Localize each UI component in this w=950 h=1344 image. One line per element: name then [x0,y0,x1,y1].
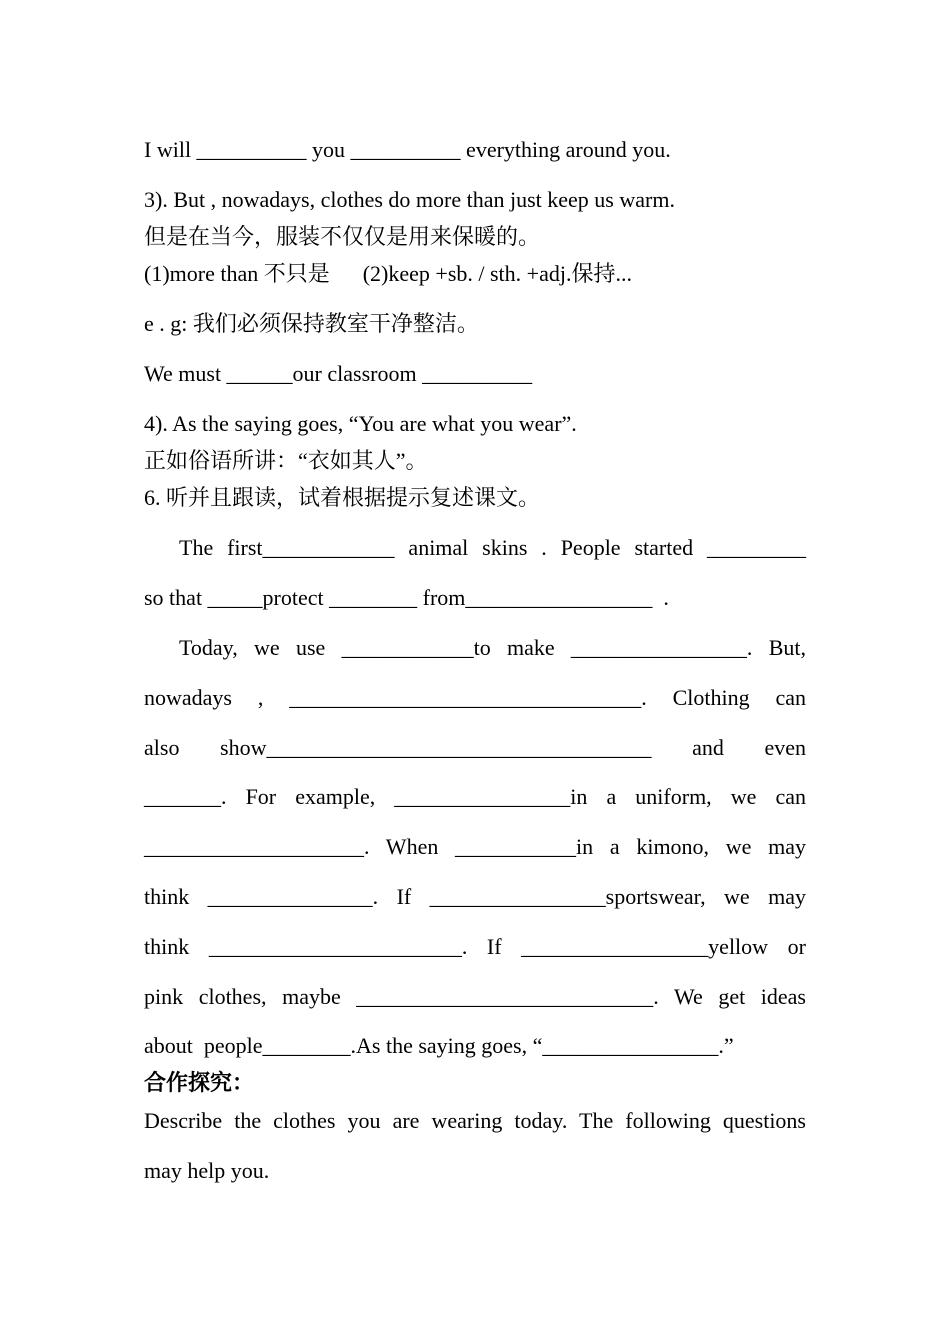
sentence-3-english: 3). But , nowadays, clothes do more than just keep us warm. [144,187,675,212]
sentence-4-chinese: 正如俗语所讲：“衣如其人”。 [144,448,428,473]
retell-line-10: pink clothes, maybe ___________________________. We get ideas [144,984,806,1009]
retell-line-9: think _______________________. If _________________yellow or [144,934,806,959]
describe-task-line-2: may help you. [144,1158,270,1183]
cooperation-heading: 合作探究： [144,1070,255,1095]
retell-line-5: also show___________________________________ and even [144,735,806,760]
describe-task-line-1: Describe the clothes you are wearing today. The following questions [144,1108,806,1133]
task-6-heading: 6. 听并且跟读，试着根据提示复述课文。 [144,485,541,510]
retell-line-8: think _______________. If ________________sportswear, we may [144,884,806,909]
retell-line-1: The first____________ animal skins . People started _________ [179,535,806,560]
retell-line-7: ____________________. When ___________in a kimono, we may [144,834,806,859]
exercise-sentence-i-will: I will __________ you __________ everything around you. [144,137,671,162]
sentence-3-chinese: 但是在当今，服装不仅仅是用来保暖的。 [144,224,541,249]
example-blank-sentence: We must ______our classroom __________ [144,361,533,386]
retell-line-2: so that _____protect ________ from_________________ . [144,585,669,610]
retell-line-11: about people________.As the saying goes, “________________.” [144,1033,734,1058]
phrase-notes: (1)more than 不只是 (2)keep +sb. / sth. +adj.保持... [144,261,632,286]
retell-line-6: _______. For example, ________________in a uniform, we can [144,784,806,809]
retell-line-3: Today, we use ____________to make ________________. But, [179,635,806,660]
sentence-4-english: 4). As the saying goes, “You are what you wear”. [144,411,577,436]
retell-line-4: nowadays , ________________________________. Clothing can [144,685,806,710]
example-chinese: e . g: 我们必须保持教室干净整洁。 [144,311,479,336]
